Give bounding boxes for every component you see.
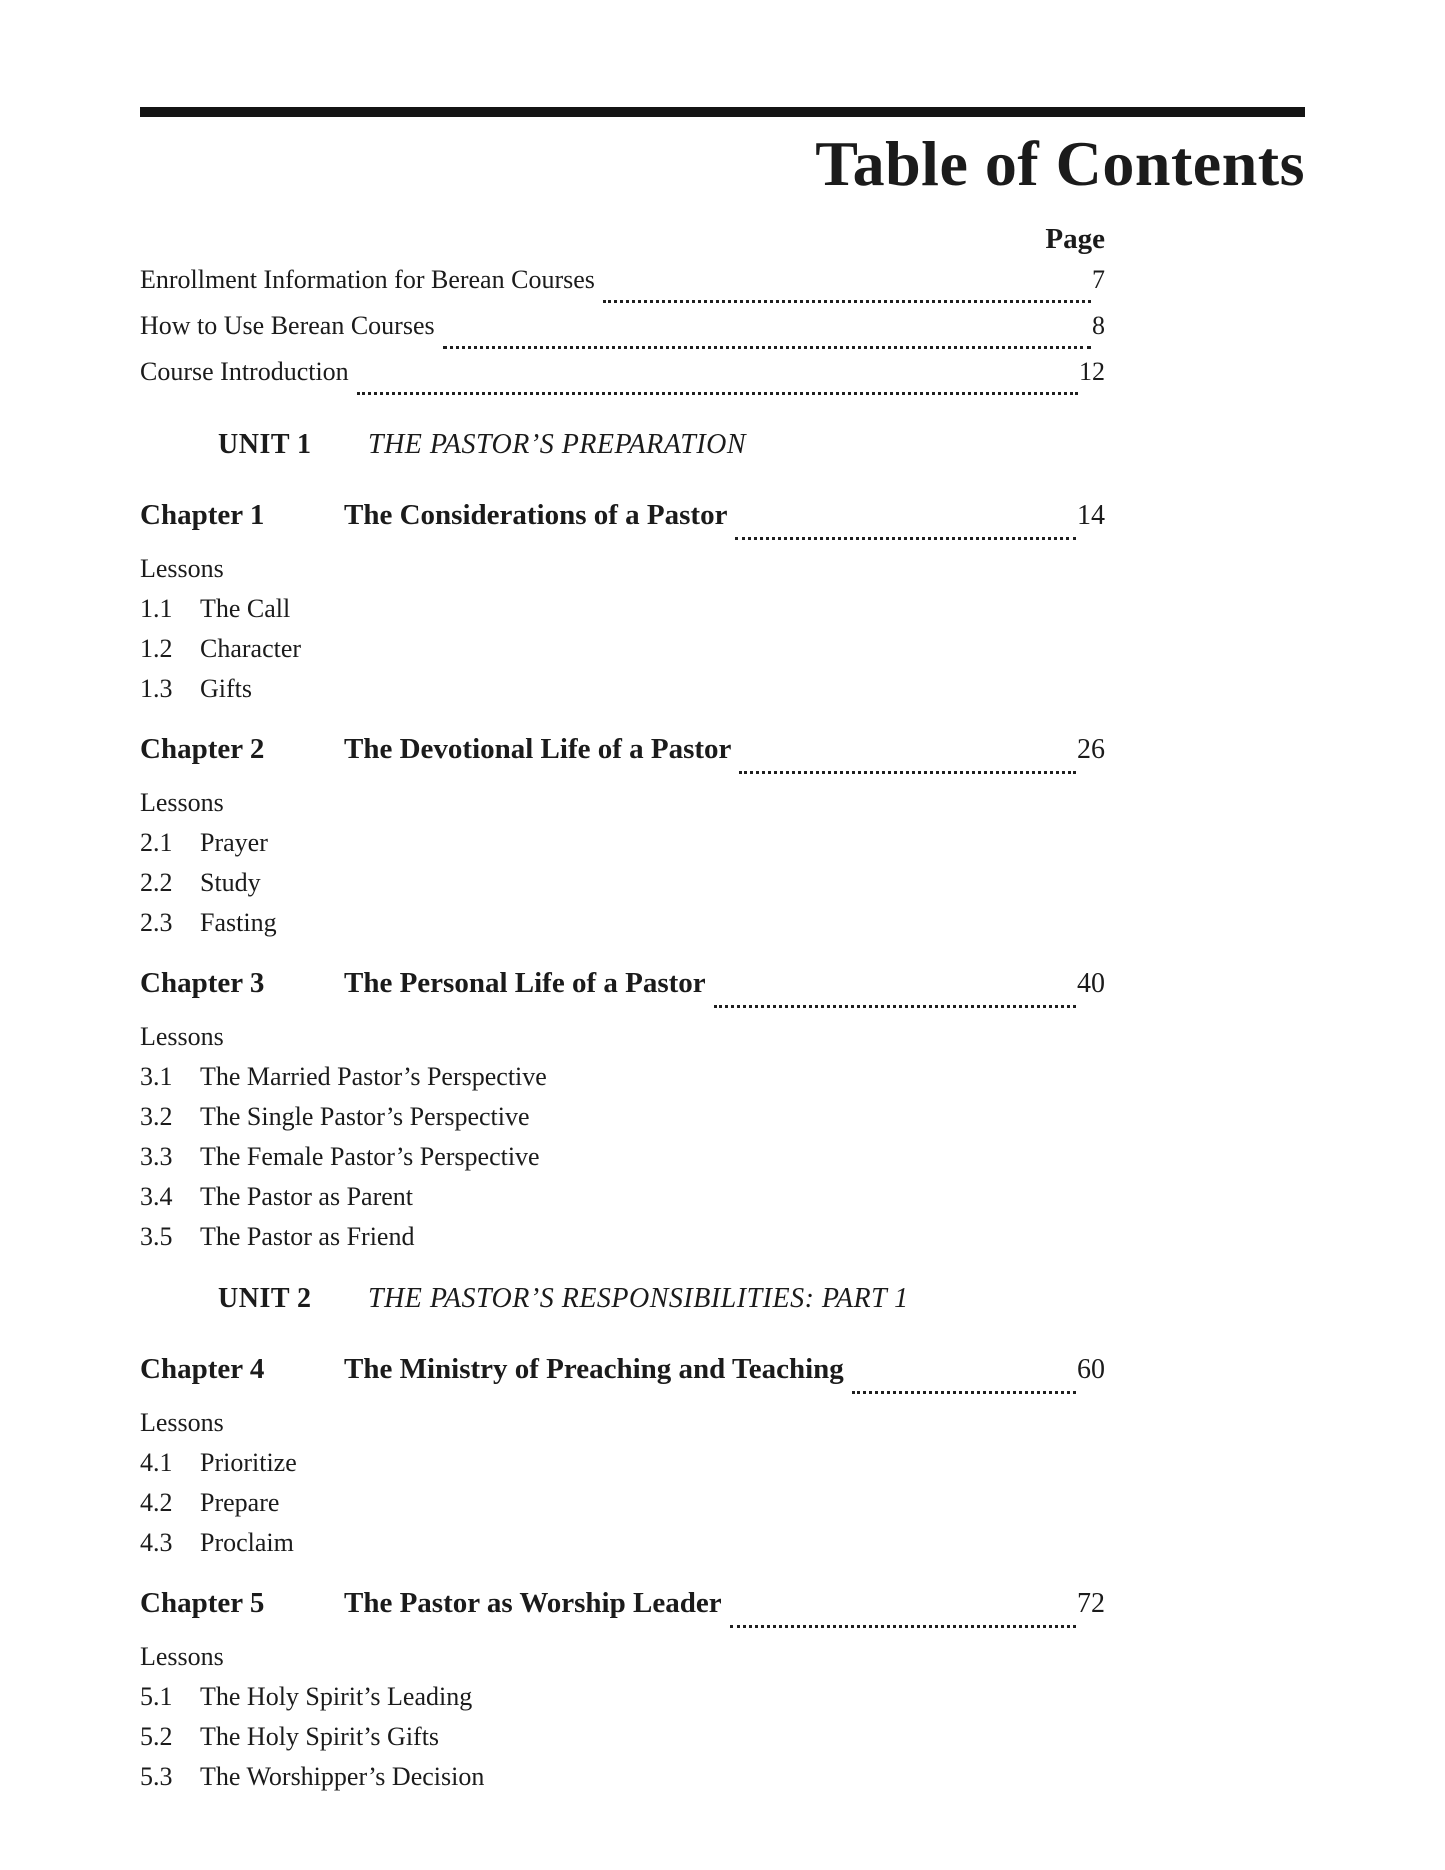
- lesson-title: The Pastor as Parent: [200, 1182, 414, 1212]
- lesson-number: 3.4: [140, 1182, 173, 1212]
- lesson-title: The Single Pastor’s Perspective: [200, 1102, 530, 1132]
- lesson-number: 2.2: [140, 868, 173, 898]
- chapter-block: [140, 499, 1105, 709]
- lesson-title: The Call: [200, 594, 291, 624]
- page-title: Table of Contents: [815, 128, 1305, 199]
- lessons-heading: Lessons: [140, 1408, 224, 1438]
- lesson-title: Fasting: [200, 908, 277, 938]
- toc-entry: [140, 265, 1105, 311]
- lesson-number: 1.3: [140, 674, 173, 704]
- entry-page-number: 7: [1092, 265, 1105, 295]
- chapter-block: [140, 1587, 1105, 1797]
- lesson-row: [140, 1443, 1105, 1483]
- lesson-number: 4.1: [140, 1448, 173, 1478]
- lesson-row: [140, 1097, 1105, 1137]
- chapter-label: Chapter 1: [140, 499, 265, 532]
- lesson-number: 1.1: [140, 594, 173, 624]
- lesson-number: 4.2: [140, 1488, 173, 1518]
- lesson-title: The Married Pastor’s Perspective: [200, 1062, 547, 1092]
- entry-label: Enrollment Information for Berean Courses: [140, 265, 595, 295]
- lesson-number: 4.3: [140, 1528, 173, 1558]
- lesson-title: The Worshipper’s Decision: [200, 1762, 485, 1792]
- unit-heading: [218, 429, 1105, 475]
- dot-leader: [852, 1391, 1076, 1394]
- lesson-row: [140, 589, 1105, 629]
- dot-leader: [357, 392, 1078, 395]
- lesson-title: Prayer: [200, 828, 268, 858]
- lesson-row: [140, 1137, 1105, 1177]
- lessons-heading: Lessons: [140, 1022, 224, 1052]
- lessons-heading: Lessons: [140, 554, 224, 584]
- dot-leader: [739, 771, 1076, 774]
- lesson-row: [140, 1483, 1105, 1523]
- chapter-label: Chapter 3: [140, 967, 265, 1000]
- dot-leader: [730, 1625, 1076, 1628]
- chapter-title: The Devotional Life of a Pastor: [344, 733, 732, 766]
- lesson-row: [140, 823, 1105, 863]
- lesson-row: [140, 1057, 1105, 1097]
- lesson-number: 5.3: [140, 1762, 173, 1792]
- chapter-title: The Pastor as Worship Leader: [344, 1587, 722, 1620]
- lesson-row: [140, 1523, 1105, 1563]
- chapter-block: [140, 967, 1105, 1257]
- lesson-number: 5.1: [140, 1682, 173, 1712]
- lesson-title: The Pastor as Friend: [200, 1222, 415, 1252]
- chapter-block: [140, 1353, 1105, 1563]
- chapter-page-number: 60: [1077, 1354, 1105, 1386]
- chapter-title: The Considerations of a Pastor: [344, 499, 728, 532]
- dot-leader: [603, 300, 1091, 303]
- chapter-label: Chapter 5: [140, 1587, 265, 1620]
- chapter-label: Chapter 4: [140, 1353, 265, 1386]
- lesson-number: 3.3: [140, 1142, 173, 1172]
- dot-leader: [735, 537, 1076, 540]
- chapter-page-number: 40: [1077, 968, 1105, 1000]
- lesson-row: [140, 1217, 1105, 1257]
- lesson-number: 5.2: [140, 1722, 173, 1752]
- lesson-row: [140, 1177, 1105, 1217]
- lesson-number: 2.3: [140, 908, 173, 938]
- lesson-number: 1.2: [140, 634, 173, 664]
- chapter-title: The Ministry of Preaching and Teaching: [344, 1353, 844, 1386]
- top-rule: [140, 107, 1305, 117]
- dot-leader: [714, 1005, 1076, 1008]
- lesson-title: The Holy Spirit’s Leading: [200, 1682, 473, 1712]
- lesson-title: Proclaim: [200, 1528, 294, 1558]
- lesson-title: Character: [200, 634, 302, 664]
- lesson-title: Prepare: [200, 1488, 280, 1518]
- chapter-row: [140, 1587, 1105, 1637]
- toc-entry: [140, 357, 1105, 403]
- entry-page-number: 8: [1092, 311, 1105, 341]
- lesson-row: [140, 1757, 1105, 1797]
- dot-leader: [443, 346, 1091, 349]
- lesson-title: Study: [200, 868, 261, 898]
- chapter-row: [140, 733, 1105, 783]
- lesson-row: [140, 669, 1105, 709]
- chapter-title: The Personal Life of a Pastor: [344, 967, 706, 1000]
- unit-heading: [218, 1283, 1105, 1329]
- chapter-page-number: 72: [1077, 1588, 1105, 1620]
- lesson-title: The Female Pastor’s Perspective: [200, 1142, 540, 1172]
- unit-title: THE PASTOR’S PREPARATION: [368, 429, 747, 461]
- lesson-title: Gifts: [200, 674, 252, 704]
- lesson-number: 3.1: [140, 1062, 173, 1092]
- lesson-title: The Holy Spirit’s Gifts: [200, 1722, 440, 1752]
- lesson-number: 3.2: [140, 1102, 173, 1132]
- chapter-block: [140, 733, 1105, 943]
- unit-label: UNIT 2: [218, 1283, 312, 1315]
- lesson-row: [140, 863, 1105, 903]
- lessons-heading: Lessons: [140, 1642, 224, 1672]
- entry-label: Course Introduction: [140, 357, 349, 387]
- lesson-row: [140, 903, 1105, 943]
- lesson-row: [140, 1717, 1105, 1757]
- chapter-label: Chapter 2: [140, 733, 265, 766]
- entry-page-number: 12: [1079, 357, 1105, 387]
- page-column-header: Page: [1045, 223, 1105, 256]
- lessons-heading: Lessons: [140, 788, 224, 818]
- chapter-page-number: 26: [1077, 734, 1105, 766]
- entry-label: How to Use Berean Courses: [140, 311, 435, 341]
- lesson-number: 3.5: [140, 1222, 173, 1252]
- lesson-row: [140, 629, 1105, 669]
- unit-title: THE PASTOR’S RESPONSIBILITIES: PART 1: [368, 1283, 909, 1315]
- toc-entry: [140, 311, 1105, 357]
- lesson-number: 2.1: [140, 828, 173, 858]
- chapter-row: [140, 499, 1105, 549]
- chapter-row: [140, 1353, 1105, 1403]
- unit-label: UNIT 1: [218, 429, 312, 461]
- toc-body: [140, 221, 1105, 1797]
- chapter-row: [140, 967, 1105, 1017]
- chapter-page-number: 14: [1077, 500, 1105, 532]
- lesson-title: Prioritize: [200, 1448, 297, 1478]
- lesson-row: [140, 1677, 1105, 1717]
